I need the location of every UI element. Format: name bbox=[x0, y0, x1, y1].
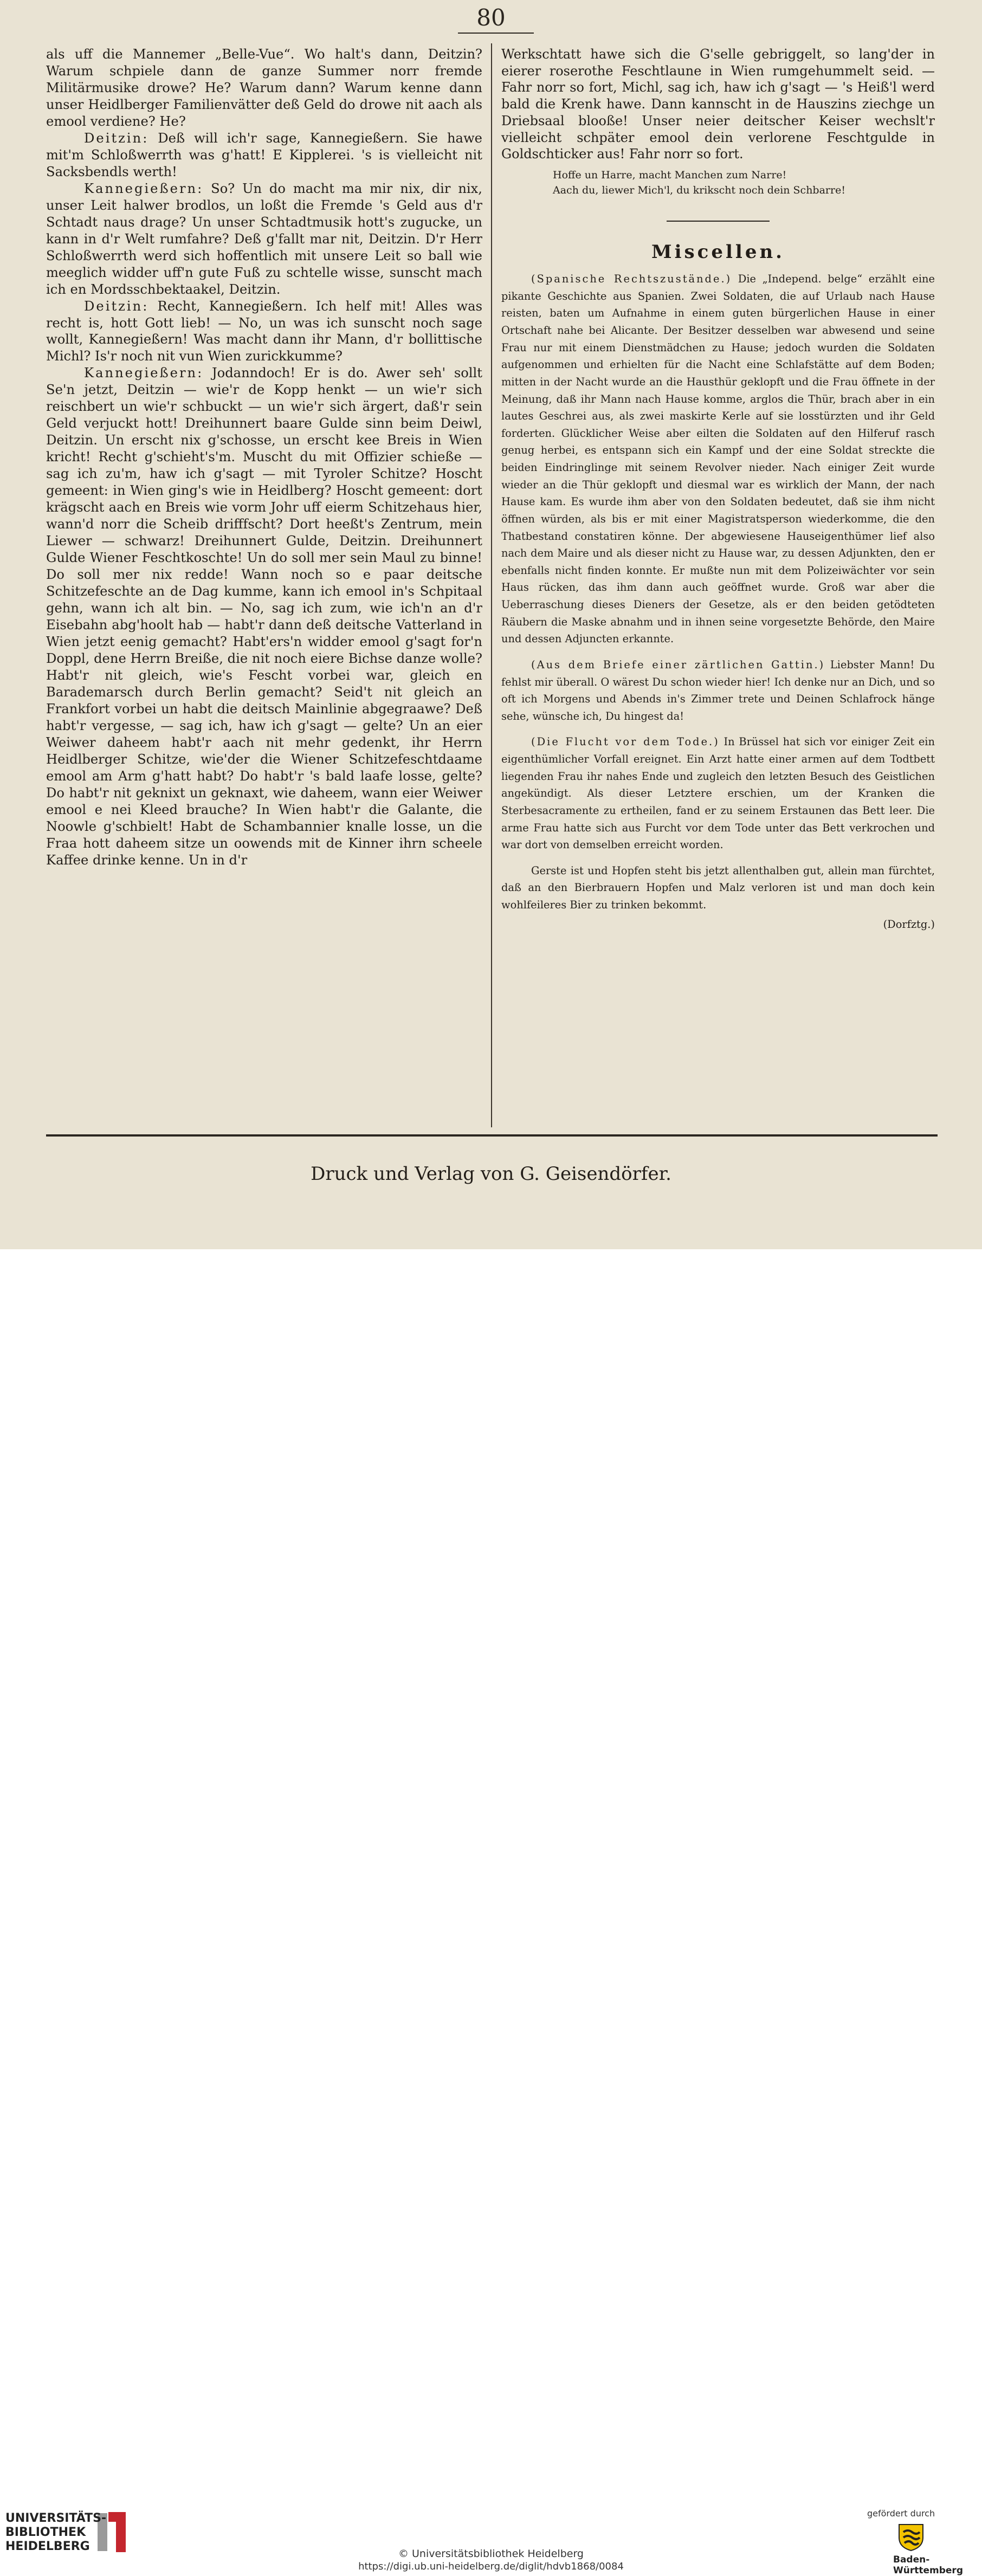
state-coat-of-arms-icon bbox=[896, 2521, 926, 2552]
verse bbox=[553, 168, 935, 198]
paragraph-text: Jodanndoch! Er is do. Awer seh' sollt Se'n jetzt, Deitzin — wie'r de Kopp henkt — un wie'r sich reischbert un wie'r schbuckt — un wie'r sich ärgert, daß'r sein Geld verjuckt hott! Dreihunnert baare Gulde sinn beim Deiwl, Deitzin. Un erscht nix g'schosse, un erscht kee Breis in Wien kricht! Recht g'schieht's'm. Muscht du mit Offizier schieße — sag ich zu'm, haw ich g'sagt — mit Tyroler Schitze? Hoscht gemeent: in Wien ging's wie in Heidlberg? Hoscht gemeent: dort krägscht aach en Breis wie vorm Johr uff eierm Schitzehaus hier, wann'd norr die Scheib drifffscht? Dort heeßt's Zentrum, mein Liewer — schwarz! Dreihunnert Gulde, Deitzin. Dreihunnert Gulde Wiener Feschtkoschte! Un do soll mer sein Maul zu binne! Do soll mer nix redde! Wann noch so e paar deitsche Schitzefeschte an de Dag kumme, kann ich emool in's Schpitaal gehn, wann ich alt bin. — No, sag ich zum, wie ich'n an d'r Eisebahn abg'hoolt hab — habt'r dann deß deitsche Vatterland in Wien jetzt eenig gemacht? Habt'ers'n widder emool g'sagt for'n Doppl, dene Herrn Breiße, die nit noch eiere Bichse danze wolle? Habt'r nit gleich, wie's Fescht vorbei war, gleich en Barademarsch durch Berlin gemacht? Seid't nit gleich an Frankfort vorbei un habt die deitsch Mainlinie abgegraawe? Deß habt'r vergesse, — sag ich, haw ich g'sagt — gelte? Un an eier Weiwer daheem habt'r aach nit mehr gedenkt, ihr Herrn Heidlberger Schitze, wie'der die Wiener Schitzefeschtdaame emool am Arm g'hatt habt? Do habt'r 's bald laafe losse, gelte? Do habt'r nit geknixt un geknaxt, wie daheem, wann eier Weiwer emool e nei Kleed brauche? In Wien habt'r die Galante, die Noowle g'schbielt! Habt de Schambannier knalle losse, un die Fraa hott daheem sitze un oowends mit de Kinner ihrn scheele Kaffee drinke kenne. Un in d'r bbox=[46, 365, 482, 868]
misc-item-heading: (Die Flucht vor dem Tode.) bbox=[531, 735, 720, 748]
library-name-line: HEIDELBERG bbox=[5, 2540, 90, 2553]
copyright-notice: © Universitätsbibliothek Heidelberg bbox=[398, 2548, 584, 2560]
library-name-line: UNIVERSITÄTS- bbox=[5, 2512, 107, 2525]
page-number: 80 bbox=[476, 4, 506, 31]
paragraph bbox=[46, 298, 482, 365]
misc-item-heading: (Spanische Rechtszustände.) bbox=[531, 273, 732, 286]
column-divider bbox=[491, 43, 492, 1127]
state-name: Baden-Württemberg bbox=[893, 2554, 963, 2576]
paragraph bbox=[46, 365, 482, 868]
speaker: Deitzin: bbox=[84, 130, 149, 146]
imprint-line: Druck und Verlag von G. Geisendörfer. bbox=[311, 1163, 671, 1185]
misc-item-text: Die „Independ. belge“ erzählt eine pikante Geschichte aus Spanien. Zwei Soldaten, die auf Urlaub nach Hause reisten, baten um Aufnahme in einem guten bürgerlichen Hause in einer Ortschaft nahe bei Alicante. Der Besitzer desselben war abwesend und seine Frau nur mit einem Dienstmädchen zu Hause; jedoch wurden die Soldaten aufgenommen und erhielten für die Nacht eine Schlafstätte auf dem Boden; mitten in der Nacht wurde an die Hausthür geklopft und die Frau öffnete in der Meinung, daß ihr Mann nach Hause komme, arglos die Thür, brach aber in ein lautes Geschrei aus, als zwei maskirte Kerle auf sie losstürzten und ihr Geld forderten. Glücklicher Weise aber eilten die Soldaten auf den Hilferuf rasch genug herbei, es entspann sich ein Kampf und der eine Soldat streckte die beiden Eindringlinge mit seinem Revolver nieder. Nach einiger Zeit wurde wieder an die Thür geklopft und diesmal war es wirklich der Mann, der nach Hause kam. Es wurde ihm aber von den Soldaten bedeutet, daß sie ihm nicht öffnen würden, als bis er mit einer Magistratsperson wiederkomme, die den Thatbestand constatiren könne. Der abgewiesene Hauseigenthümer lief also nach dem Maire und als dieser nicht zu Hause war, zu dessen Adjunkten, den er ebenfalls nicht finden konnte. Er mußte nun mit dem Polizeiwächter vor sein Haus rücken, das ihm dann auch geöffnet wurde. Groß war aber die Ueberraschung dieses Dieners der Gesetze, als er den beiden getödteten Räubern die Maske abnahm und in ihnen seine vorgesetzte Behörde, den Maire und dessen Adjuncten erkannte. bbox=[501, 273, 935, 645]
speaker: Deitzin: bbox=[84, 298, 149, 314]
paragraph bbox=[46, 130, 482, 180]
verse-line: Hoffe un Harre, macht Manchen zum Narre! bbox=[553, 169, 787, 182]
paragraph-text: Recht, Kannegießern. Ich helf mit! Alles was recht is, hott Gott lieb! — No, un was ich sunscht noch sage wollt, Kannegießern! Was macht dann ihr Mann, d'r bollittische Michl? Is'r noch nit vun Wien zurickkumme? bbox=[46, 298, 482, 364]
misc-item bbox=[501, 862, 935, 914]
permalink[interactable]: https://digi.ub.uni-heidelberg.de/diglit/hdvb1868/0084 bbox=[358, 2561, 624, 2572]
paragraph-text: Deß will ich'r sage, Kannegießern. Sie hawe mit'm Schloßwerrth was g'hatt! E Kipplerei. 's is vielleicht nit Sacksbendls werth! bbox=[46, 130, 482, 179]
misc-item bbox=[501, 733, 935, 853]
misc-item-text: Gerste ist und Hopfen steht bis jetzt allenthalben gut, allein man fürchtet, daß an den Bierbrauern Hopfen und Malz verloren ist und man doch kein wohlfeileres Bier zu trinken bekommt. bbox=[501, 864, 935, 911]
misc-item bbox=[501, 270, 935, 648]
misc-item-text: Liebster Mann! Du fehlst mir überall. O wärest Du schon wieder hier! Ich denke nur an Dich, und so oft ich Morgens und Abends in's Zimmer trete und Deinen Schlafrock hänge sehe, wünsche ich, Du hingest da! bbox=[501, 658, 935, 722]
paragraph-text: als uff die Mannemer „Belle-Vue“. Wo halt's dann, Deitzin? Warum schpiele dann de ganze Summer norr fremde Militärmusike drowe? He? Warum dann? Warum kenne dann unser Heidlberger Familienvätter deß Geld do drowe nit aach als emool verdiene? He? bbox=[46, 47, 482, 129]
misc-item-heading: (Aus dem Briefe einer zärtlichen Gattin.) bbox=[531, 658, 825, 671]
verse-line: Aach du, liewer Mich'l, du krikscht noch dein Schbarre! bbox=[553, 184, 845, 196]
header-rule bbox=[458, 33, 534, 34]
speaker: Kannegießern: bbox=[84, 180, 204, 196]
misc-item-text: In Brüssel hat sich vor einiger Zeit ein eigenthümlicher Vorfall ereignet. Ein Arzt hatte einer armen auf dem Todtbett liegenden Frau ihr nahes Ende und zugleich den letzten Besuch des Geistlichen angekündigt. Als dieser Letztere erschien, um der Kranken die Sterbesacramente zu ertheilen, fand er zu seinem Erstaunen das Bett leer. Die arme Frau hatte sich aus Furcht vor dem Tode unter das Bett verkrochen und war dort von demselben erreicht worden. bbox=[501, 735, 935, 851]
dialect-continuation bbox=[501, 46, 935, 198]
scanned-page bbox=[0, 0, 982, 1249]
left-column bbox=[46, 46, 482, 868]
miscellaneous-section bbox=[501, 270, 935, 933]
section-heading: Miscellen. bbox=[651, 241, 785, 263]
paragraph bbox=[46, 180, 482, 298]
funding-label: gefördert durch bbox=[867, 2508, 935, 2519]
misc-item bbox=[501, 656, 935, 725]
paragraph-text: Werkschtatt hawe sich die G'selle gebriggelt, so lang'der in eierer roserothe Feschtlaune in Wien rumgehummelt seid. — Fahr norr so fort, Michl, sag ich, haw ich g'sagt — 's Heiß'l werd bald die Krenk hawe. Dann kannscht in de Hauszins ziechge un Driebsaal blooße! Unser neier deitscher Keiser wechslt'r vielleicht schpäter emool dein verlorene Feschtgulde in Goldschticker aus! Fahr norr so fort. bbox=[501, 47, 935, 162]
section-separator bbox=[667, 221, 770, 222]
library-name-line: BIBLIOTHEK bbox=[5, 2526, 86, 2539]
footer-rule bbox=[46, 1134, 938, 1137]
speaker: Kannegießern: bbox=[84, 365, 204, 381]
paragraph bbox=[46, 46, 482, 130]
source-credit: (Dorfztg.) bbox=[883, 918, 935, 931]
paragraph-text: So? Un do macht ma mir nix, dir nix, unser Leit halwer brodlos, un loßt die Fremde 's Geld aus d'r Schtadt naus drage? Un unser Schtadtmusik hott's zugucke, un kann in d'r Welt rumfahre? Deß g'fallt mar nit, Deitzin. D'r Herr Schloßwerrth werd sich hoffentlich mit unsere Leit so ball wie meeglich widder uff'n gute Fuß zu schtelle wisse, sunscht mach ich en Mordsschbektaakel, Deitzin. bbox=[46, 180, 482, 297]
right-column bbox=[501, 46, 935, 941]
viewer-footer bbox=[0, 1249, 982, 2576]
